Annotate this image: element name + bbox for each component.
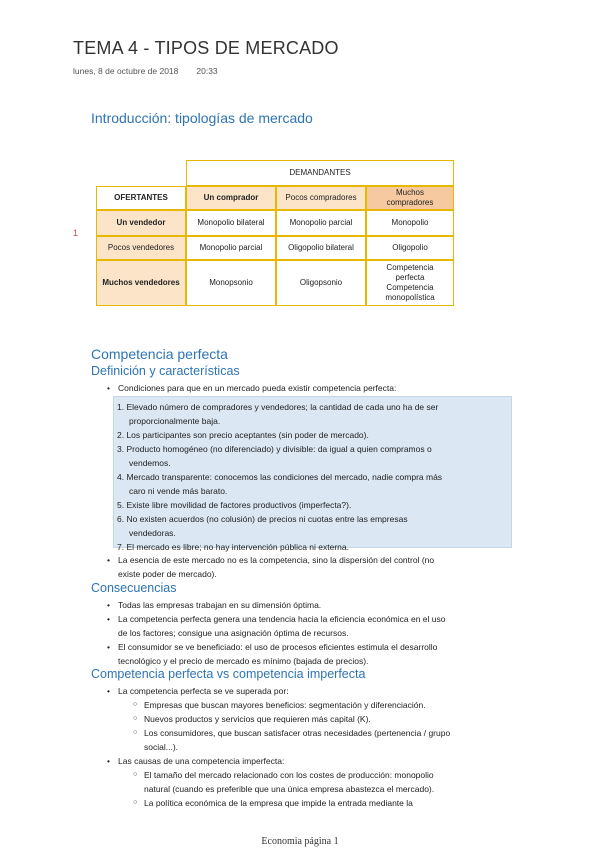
vs-subitem (130, 726, 524, 754)
consequence-item (104, 612, 524, 640)
consequence-line: tecnológico y el precio de mercado es mínimo (bajada de precios). (118, 656, 369, 666)
date-text: lunes, 8 de octubre de 2018 (73, 66, 179, 76)
col-header-2: Pocos compradores (276, 186, 366, 210)
vs-item (104, 684, 524, 754)
esencia-block (104, 553, 524, 581)
cell-r2c2: Oligopolio bilateral (276, 236, 366, 260)
condition-line: 6. No existen acuerdos (no colusión) de precios ni cuotas entre las empresas (117, 514, 408, 524)
esencia-item (104, 553, 524, 581)
vs-subitem: ○ Nuevos productos y servicios que requieren más capital (K). (130, 712, 524, 726)
col-header-3: Muchos compradores (366, 186, 454, 210)
cell-r1c3: Monopolio (366, 210, 454, 236)
conditions-list (117, 400, 509, 554)
vs-heading: Competencia perfecta vs competencia imperfecta (91, 667, 366, 681)
vs-subitem (130, 768, 524, 796)
row-header-3: Muchos vendedores (96, 260, 186, 306)
intro-heading: Introducción: tipologías de mercado (91, 110, 313, 126)
ofertantes-header: OFERTANTES (96, 186, 186, 210)
conditions-intro-item: • Condiciones para que en un mercado pueda existir competencia perfecta: (104, 381, 524, 395)
vs-item (104, 754, 524, 810)
cell-r3c2: Oligopsonio (276, 260, 366, 306)
col-header-1: Un comprador (186, 186, 276, 210)
page-footer: Economia página 1 (261, 836, 339, 847)
consequences-heading: Consecuencias (91, 581, 177, 595)
cell-r3c3-b: Competencia monopolística (385, 283, 435, 302)
section-heading: Competencia perfecta (91, 346, 228, 362)
consequence-line: • El consumidor se ve beneficiado: el uso de procesos eficientes estimula el desarrollo (118, 642, 438, 652)
consequence-item: • Todas las empresas trabajan en su dimensión óptima. (104, 598, 524, 612)
condition-line: 1. Elevado número de compradores y vendedores; la cantidad de cada uno ha de ser (117, 402, 439, 412)
esencia-line-2: existe poder de mercado). (118, 569, 217, 579)
vs-item-text: • La competencia perfecta se ve superada por: (118, 686, 289, 696)
demandantes-header: DEMANDANTES (186, 160, 454, 186)
condition-line: 7. El mercado es libre; no hay intervención pública ni externa. (117, 542, 349, 552)
vs-list (104, 684, 524, 810)
consequence-line: de los factores; consigue una asignación óptima de recursos. (118, 628, 349, 638)
cell-r1c2: Monopolio parcial (276, 210, 366, 236)
date-line (73, 66, 236, 76)
vs-sublist (118, 768, 524, 810)
vs-sublist (118, 698, 524, 754)
cell-r3c3 (366, 260, 454, 306)
consequences-list (104, 598, 524, 668)
cell-r3c3-a: Competencia perfecta (386, 263, 434, 282)
condition-line: vendedoras. (129, 528, 176, 538)
vs-subitem-line: ○ El tamaño del mercado relacionado con los costes de producción: monopolio (144, 770, 434, 780)
vs-subitem: ○ Empresas que buscan mayores beneficios: segmentación y diferenciación. (130, 698, 524, 712)
row-header-1: Un vendedor (96, 210, 186, 236)
cell-r2c3: Oligopolio (366, 236, 454, 260)
page-title: TEMA 4 - TIPOS DE MERCADO (73, 38, 339, 58)
vs-subitem-line: social...). (144, 742, 179, 752)
red-mark: 1 (73, 228, 79, 238)
condition-line: vendemos. (129, 458, 171, 468)
vs-item-text: • Las causas de una competencia imperfecta: (118, 756, 285, 766)
condition-line: 2. Los participantes son precio aceptantes (sin poder de mercado). (117, 430, 369, 440)
condition-line: proporcionalmente baja. (129, 416, 221, 426)
condition-line: 4. Mercado transparente: conocemos las condiciones del mercado, nadie compra más (117, 472, 443, 482)
vs-subitem: ○ La política económica de la empresa que impide la entrada mediante la (130, 796, 524, 810)
esencia-line-1: • La esencia de este mercado no es la competencia, sino la dispersión del control (no (118, 555, 435, 565)
row-header-2: Pocos vendedores (96, 236, 186, 260)
vs-subitem-line: ○ Los consumidores, que buscan satisfacer otras necesidades (pertenencia / grupo (144, 728, 451, 738)
consequence-item (104, 640, 524, 668)
definition-heading: Definición y características (91, 364, 240, 378)
cell-r2c1: Monopolio parcial (186, 236, 276, 260)
vs-subitem-line: natural (cuando es preferible que una única empresa abastezca el mercado). (144, 784, 435, 794)
time-text: 20:33 (196, 66, 218, 76)
condition-line: caro ni vende más barato. (129, 486, 228, 496)
condition-line: 5. Existe libre movilidad de factores productivos (imperfecta?). (117, 500, 352, 510)
cell-r1c1: Monopolio bilateral (186, 210, 276, 236)
condition-line: 3. Producto homogéneo (no diferenciado) y divisible: da igual a quien compramos o (117, 444, 432, 454)
cell-r3c1: Monopsonio (186, 260, 276, 306)
market-table (96, 160, 456, 306)
consequence-line: • La competencia perfecta genera una tendencia hacia la eficiencia económica en el uso (118, 614, 446, 624)
conditions-intro (104, 381, 524, 395)
